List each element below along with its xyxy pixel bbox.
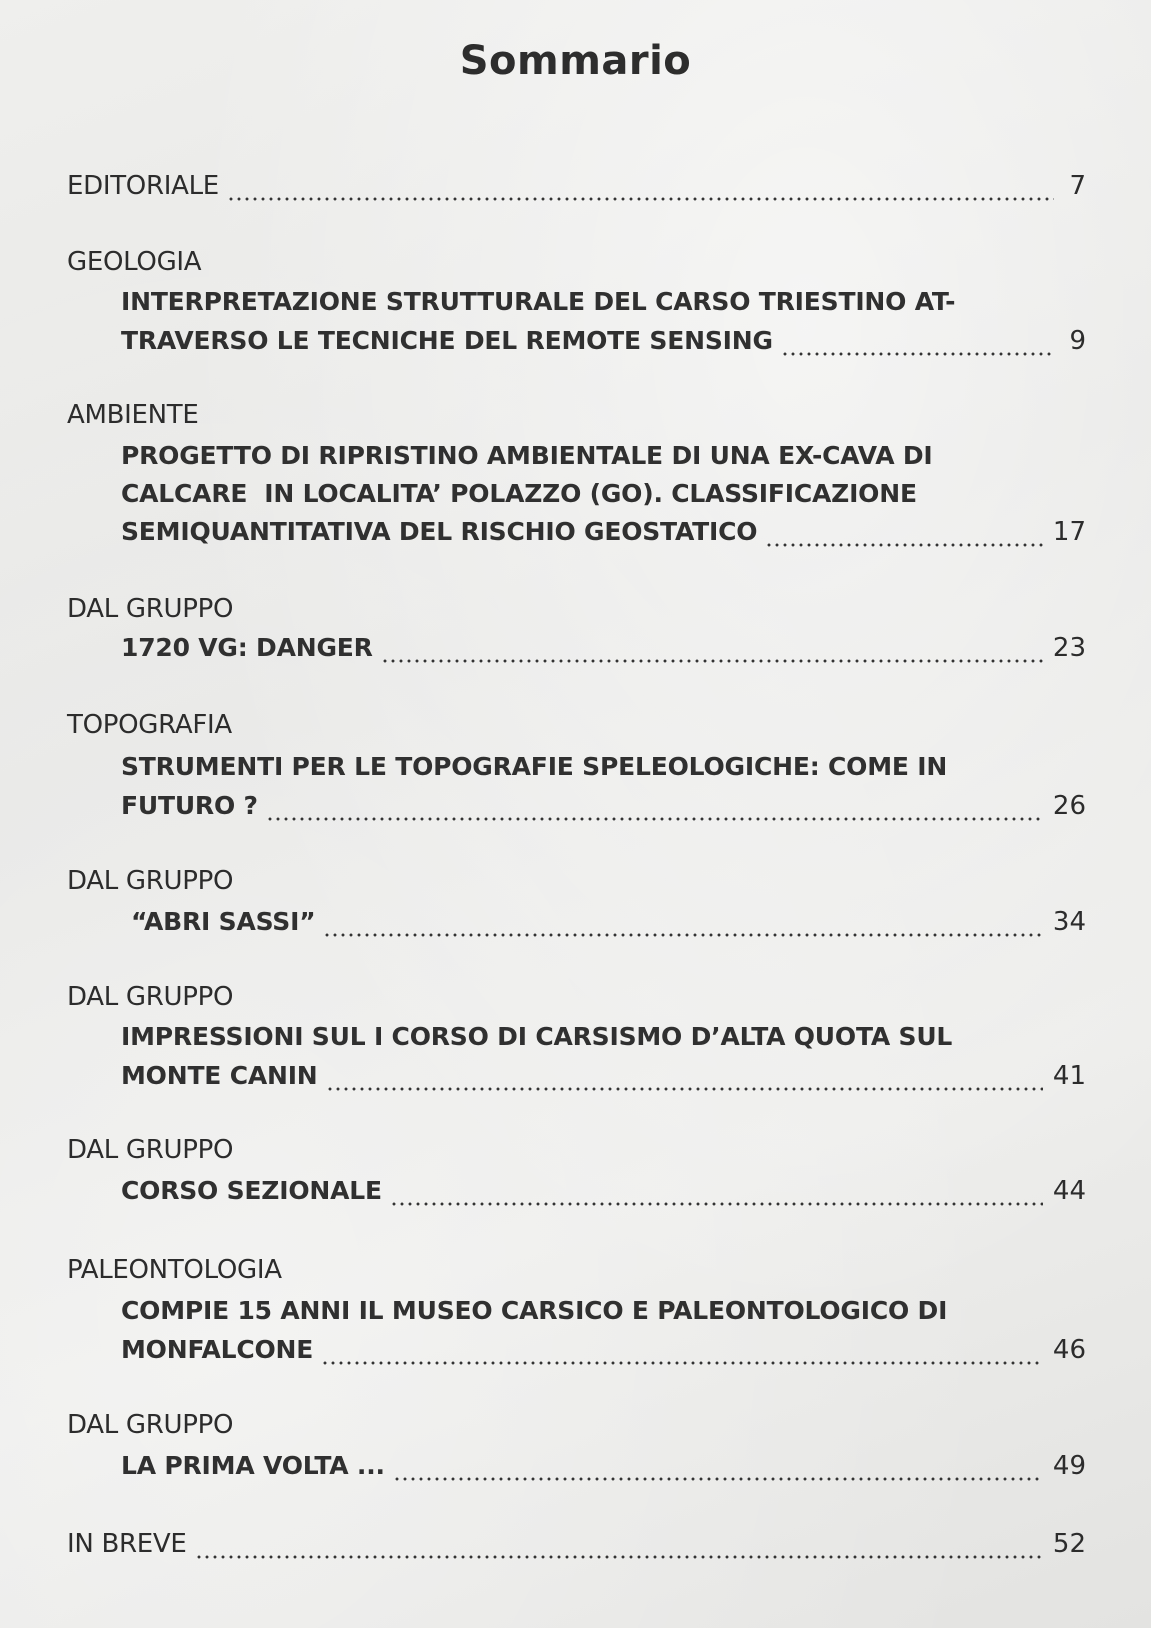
toc-entry-prima-volta[interactable] — [121, 1451, 1086, 1491]
toc-entry-impressioni-line2[interactable] — [121, 1061, 1086, 1101]
dot-leader — [390, 1201, 1043, 1207]
entry-title: MONFALCONE — [121, 1335, 314, 1364]
toc-entry-ambiente-line2[interactable] — [121, 479, 1086, 519]
toc-entry-impressioni-line1[interactable] — [121, 1022, 1086, 1062]
entry-title: “ABRI SASSI” — [131, 907, 316, 936]
page-number: 17 — [1052, 517, 1086, 547]
page-number: 46 — [1052, 1335, 1086, 1365]
toc-entry-topografia-line2[interactable] — [121, 791, 1086, 831]
toc-entry-in-breve[interactable] — [67, 1529, 1086, 1569]
entry-title: FUTURO ? — [121, 791, 258, 820]
page-number: 49 — [1052, 1451, 1086, 1481]
entry-title: LA PRIMA VOLTA ... — [121, 1451, 385, 1480]
toc-entry-ambiente-line1[interactable] — [121, 441, 1086, 481]
section-dal-gruppo: DAL GRUPPO — [67, 594, 234, 624]
toc-entry-corso-sezionale[interactable] — [121, 1176, 1086, 1216]
section-dal-gruppo: DAL GRUPPO — [67, 982, 234, 1012]
dot-leader — [266, 816, 1043, 822]
dot-leader — [326, 1086, 1043, 1092]
entry-title: CALCARE IN LOCALITA’ POLAZZO (GO). CLASSIFICAZIONE — [121, 479, 917, 508]
dot-leader — [323, 932, 1042, 938]
toc-entry-museo-line2[interactable] — [121, 1335, 1086, 1375]
toc-entry-topografia-line1[interactable] — [121, 752, 1086, 792]
entry-title: IMPRESSIONI SUL I CORSO DI CARSISMO D’ALTA QUOTA SUL — [121, 1022, 953, 1051]
section-topografia: TOPOGRAFIA — [67, 710, 232, 740]
entry-title: COMPIE 15 ANNI IL MUSEO CARSICO E PALEONTOLOGICO DI — [121, 1296, 948, 1325]
page-number: 44 — [1052, 1176, 1086, 1206]
entry-title: CORSO SEZIONALE — [121, 1176, 382, 1205]
toc-entry-museo-line1[interactable] — [121, 1296, 1086, 1336]
dot-leader — [195, 1554, 1043, 1560]
dot-leader — [393, 1476, 1043, 1482]
section-dal-gruppo: DAL GRUPPO — [67, 866, 234, 896]
entry-title: MONTE CANIN — [121, 1061, 318, 1090]
toc-entry-abri-sassi[interactable] — [131, 907, 1086, 947]
section-dal-gruppo: DAL GRUPPO — [67, 1135, 234, 1165]
page-number: 34 — [1052, 907, 1086, 937]
entry-label: EDITORIALE — [67, 171, 219, 201]
page-number: 41 — [1052, 1061, 1086, 1091]
entry-title: SEMIQUANTITATIVA DEL RISCHIO GEOSTATICO — [121, 517, 758, 546]
page-number: 7 — [1069, 171, 1086, 201]
entry-title: 1720 VG: DANGER — [121, 633, 373, 662]
dot-leader — [321, 1360, 1043, 1366]
dot-leader — [765, 542, 1043, 548]
entry-title: INTERPRETAZIONE STRUTTURALE DEL CARSO TRIESTINO AT- — [121, 287, 956, 316]
page-number: 23 — [1052, 633, 1086, 663]
entry-title: PROGETTO DI RIPRISTINO AMBIENTALE DI UNA EX-CAVA DI — [121, 441, 933, 470]
dot-leader — [227, 196, 1054, 202]
page-number: 52 — [1052, 1529, 1086, 1559]
page-number: 26 — [1052, 791, 1086, 821]
section-dal-gruppo: DAL GRUPPO — [67, 1410, 234, 1440]
dot-leader — [781, 351, 1054, 357]
dot-leader — [381, 658, 1043, 664]
toc-entry-editoriale[interactable] — [67, 171, 1086, 211]
toc-entry-geologia-line1[interactable] — [121, 287, 1086, 327]
toc-entry-geologia-line2[interactable] — [121, 326, 1086, 366]
section-paleontologia: PALEONTOLOGIA — [67, 1255, 282, 1285]
entry-title: TRAVERSO LE TECNICHE DEL REMOTE SENSING — [121, 326, 773, 355]
entry-label: IN BREVE — [67, 1529, 187, 1559]
toc-entry-danger[interactable] — [121, 633, 1086, 673]
section-ambiente: AMBIENTE — [67, 400, 199, 430]
section-geologia: GEOLOGIA — [67, 247, 202, 277]
page-title: Sommario — [459, 38, 692, 84]
page-number: 9 — [1069, 326, 1086, 356]
entry-title: STRUMENTI PER LE TOPOGRAFIE SPELEOLOGICHE: COME IN — [121, 752, 948, 781]
toc-entry-ambiente-line3[interactable] — [121, 517, 1086, 557]
